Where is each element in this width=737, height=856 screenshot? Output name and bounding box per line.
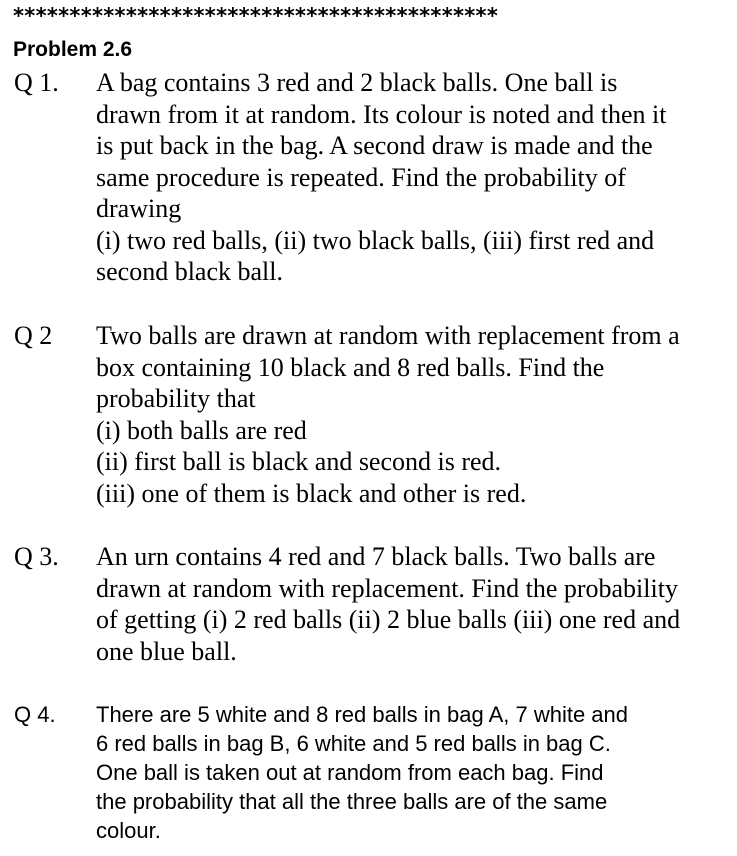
question-line: colour. — [96, 818, 161, 843]
question-line: Two balls are drawn at random with replacement from a — [96, 321, 680, 350]
question-line: 6 red balls in bag B, 6 white and 5 red balls in bag C. — [96, 731, 611, 756]
question-text — [96, 67, 726, 288]
question-text — [96, 700, 726, 845]
question-line: second black ball. — [96, 257, 283, 286]
question-line: drawn from it at random. Its colour is noted and then it — [96, 99, 667, 129]
question-line: An urn contains 4 red and 7 black balls. Two balls are — [96, 542, 656, 571]
star-divider: ******************************************* — [13, 4, 499, 28]
question-text — [96, 320, 726, 509]
question-line: There are 5 white and 8 red balls in bag A, 7 white and — [96, 702, 629, 727]
question-line: (i) both balls are red — [96, 415, 307, 445]
question-line: (ii) first ball is black and second is red. — [96, 447, 502, 476]
question-line: probability that — [96, 384, 256, 413]
question-line: drawing — [96, 194, 182, 223]
question-number: Q 2 — [14, 321, 53, 350]
question-line: is put back in the bag. A second draw is made and the — [96, 131, 653, 160]
question-line: One ball is taken out at random from each bag. Find — [96, 760, 604, 785]
question-line: the probability that all the three balls are of the same — [96, 789, 608, 814]
problem-heading: Problem 2.6 — [13, 38, 133, 61]
question-line: box containing 10 black and 8 red balls. Find the — [96, 352, 605, 382]
question-number: Q 1. — [14, 68, 59, 97]
question-line: one blue ball. — [96, 636, 237, 666]
question-line: drawn at random with replacement. Find the probability — [96, 573, 678, 603]
question-line: (iii) one of them is black and other is red. — [96, 478, 527, 508]
question-number: Q 4. — [14, 702, 56, 727]
question-number: Q 3. — [14, 542, 59, 571]
question-line: of getting (i) 2 red balls (ii) 2 blue balls (iii) one red and — [96, 605, 681, 634]
question-line: (i) two red balls, (ii) two black balls, (iii) first red and — [96, 225, 655, 255]
question-line: A bag contains 3 red and 2 black balls. One ball is — [96, 68, 618, 97]
question-line: same procedure is repeated. Find the probability of — [96, 162, 626, 192]
question-text — [96, 541, 726, 667]
